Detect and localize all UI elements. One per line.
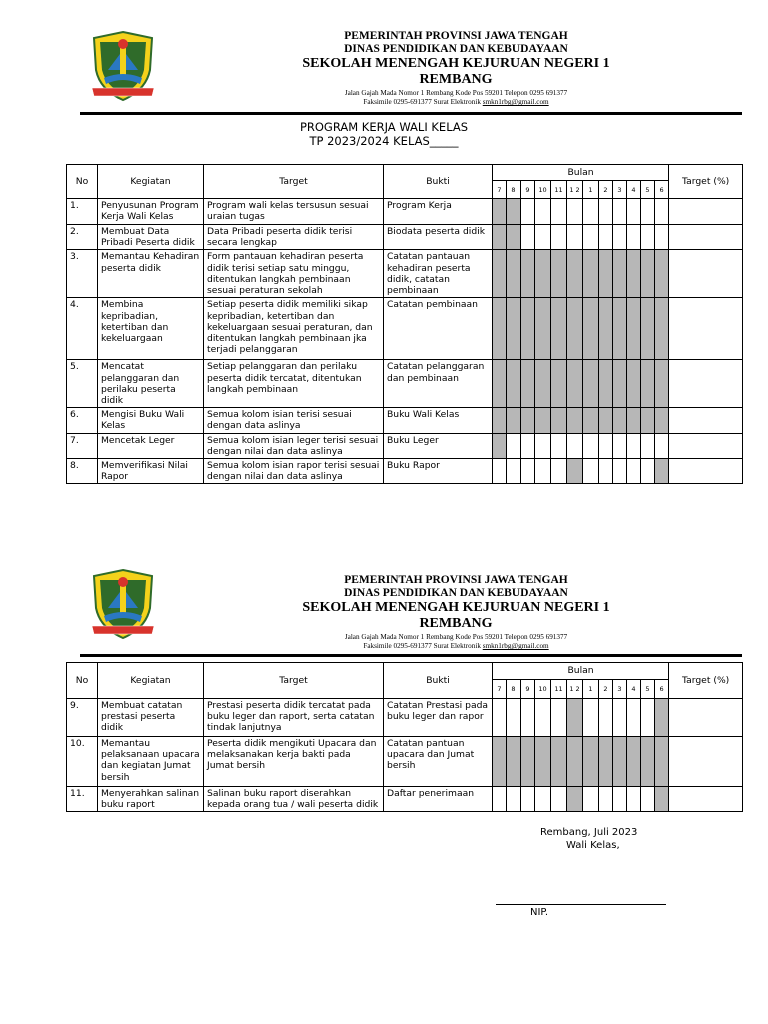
school-city: REMBANG bbox=[419, 71, 493, 87]
month-cell bbox=[655, 433, 669, 458]
government-name: PEMERINTAH PROVINSI JAWA TENGAH bbox=[344, 574, 568, 586]
header-month-10: 5 bbox=[641, 181, 655, 199]
month-cell bbox=[521, 787, 535, 812]
month-cell-scheduled bbox=[507, 225, 521, 250]
month-cell bbox=[493, 699, 507, 737]
header-month-2: 9 bbox=[521, 181, 535, 199]
header-kegiatan: Kegiatan bbox=[98, 663, 204, 699]
header-bulan: Bulan bbox=[493, 165, 669, 181]
header-month-6: 1 bbox=[583, 680, 599, 699]
table-row bbox=[67, 360, 743, 408]
cell-bukti: Catatan pantauan kehadiran peserta didik, catatan pembinaan bbox=[384, 250, 493, 298]
month-cell bbox=[551, 199, 567, 225]
header-month-0: 7 bbox=[493, 181, 507, 199]
month-cell-scheduled bbox=[507, 737, 521, 787]
cell-kegiatan: Mencetak Leger bbox=[98, 433, 204, 458]
header-month-5: 1 2 bbox=[567, 181, 583, 199]
month-cell-scheduled bbox=[583, 408, 599, 433]
month-cell-scheduled bbox=[567, 360, 583, 408]
month-cell bbox=[521, 433, 535, 458]
month-cell bbox=[613, 459, 627, 484]
month-cell bbox=[551, 787, 567, 812]
cell-no: 7. bbox=[67, 433, 98, 458]
month-cell-scheduled bbox=[551, 737, 567, 787]
month-cell bbox=[613, 225, 627, 250]
month-cell-scheduled bbox=[567, 737, 583, 787]
month-cell-scheduled bbox=[551, 360, 567, 408]
month-cell bbox=[535, 699, 551, 737]
letterhead-2 bbox=[66, 568, 742, 650]
month-cell-scheduled bbox=[641, 298, 655, 360]
header-month-11: 6 bbox=[655, 181, 669, 199]
month-cell bbox=[535, 225, 551, 250]
cell-target-pct bbox=[669, 459, 743, 484]
month-cell bbox=[507, 787, 521, 812]
month-cell-scheduled bbox=[507, 360, 521, 408]
cell-kegiatan: Menyerahkan salinan buku raport bbox=[98, 787, 204, 812]
table-row bbox=[67, 298, 743, 360]
header-month-8: 3 bbox=[613, 181, 627, 199]
coat-of-arms-icon bbox=[90, 30, 156, 102]
header-target-pct: Target (%) bbox=[669, 165, 743, 199]
cell-target: Data Pribadi peserta didik terisi secara lengkap bbox=[204, 225, 384, 250]
month-cell-scheduled bbox=[521, 737, 535, 787]
school-name: SEKOLAH MENENGAH KEJURUAN NEGERI 1 bbox=[302, 600, 610, 616]
table-row bbox=[67, 699, 743, 737]
month-cell-scheduled bbox=[535, 250, 551, 298]
cell-bukti: Biodata peserta didik bbox=[384, 225, 493, 250]
month-cell-scheduled bbox=[493, 250, 507, 298]
month-cell-scheduled bbox=[655, 787, 669, 812]
header-month-10: 5 bbox=[641, 680, 655, 699]
cell-target-pct bbox=[669, 360, 743, 408]
sign-place-date: Rembang, Juli 2023 bbox=[540, 827, 638, 838]
coat-of-arms-icon bbox=[90, 568, 156, 640]
header-month-11: 6 bbox=[655, 680, 669, 699]
program-title bbox=[0, 120, 768, 148]
month-cell bbox=[521, 199, 535, 225]
month-cell bbox=[493, 787, 507, 812]
month-cell bbox=[627, 433, 641, 458]
cell-no: 5. bbox=[67, 360, 98, 408]
month-cell bbox=[641, 459, 655, 484]
month-cell-scheduled bbox=[535, 737, 551, 787]
header-bukti: Bukti bbox=[384, 663, 493, 699]
cell-target-pct bbox=[669, 737, 743, 787]
header-month-1: 8 bbox=[507, 680, 521, 699]
header-month-5: 1 2 bbox=[567, 680, 583, 699]
government-name: PEMERINTAH PROVINSI JAWA TENGAH bbox=[344, 30, 568, 42]
cell-bukti: Catatan pantuan upacara dan Jumat bersih bbox=[384, 737, 493, 787]
month-cell-scheduled bbox=[567, 250, 583, 298]
school-address: Jalan Gajah Mada Nomor 1 Rembang Kode Pos 59201 Telepon 0295 691377 bbox=[344, 89, 568, 98]
month-cell-scheduled bbox=[507, 199, 521, 225]
month-cell bbox=[641, 199, 655, 225]
month-cell-scheduled bbox=[641, 408, 655, 433]
cell-no: 9. bbox=[67, 699, 98, 737]
month-cell-scheduled bbox=[627, 360, 641, 408]
month-cell-scheduled bbox=[655, 360, 669, 408]
month-cell-scheduled bbox=[535, 298, 551, 360]
month-cell bbox=[535, 787, 551, 812]
month-cell-scheduled bbox=[535, 408, 551, 433]
month-cell bbox=[627, 459, 641, 484]
table-row bbox=[67, 199, 743, 225]
header-month-3: 10 bbox=[535, 181, 551, 199]
program-table-2 bbox=[66, 662, 743, 812]
school-city: REMBANG bbox=[419, 615, 493, 631]
cell-no: 4. bbox=[67, 298, 98, 360]
header-no: No bbox=[67, 663, 98, 699]
month-cell-scheduled bbox=[641, 737, 655, 787]
header-month-7: 2 bbox=[599, 680, 613, 699]
header-month-7: 2 bbox=[599, 181, 613, 199]
letterhead-text bbox=[256, 574, 656, 651]
cell-bukti: Buku Rapor bbox=[384, 459, 493, 484]
cell-target: Semua kolom isian leger terisi sesuai dengan nilai dan data aslinya bbox=[204, 433, 384, 458]
cell-kegiatan: Mengisi Buku Wali Kelas bbox=[98, 408, 204, 433]
month-cell-scheduled bbox=[507, 298, 521, 360]
month-cell bbox=[583, 459, 599, 484]
month-cell bbox=[599, 199, 613, 225]
month-cell bbox=[627, 199, 641, 225]
month-cell bbox=[627, 699, 641, 737]
month-cell bbox=[655, 225, 669, 250]
cell-target-pct bbox=[669, 699, 743, 737]
month-cell bbox=[613, 199, 627, 225]
month-cell bbox=[583, 433, 599, 458]
month-cell-scheduled bbox=[613, 737, 627, 787]
month-cell-scheduled bbox=[627, 298, 641, 360]
month-cell bbox=[655, 199, 669, 225]
month-cell bbox=[641, 433, 655, 458]
table-row bbox=[67, 433, 743, 458]
month-cell bbox=[521, 699, 535, 737]
cell-kegiatan: Membuat Data Pribadi Peserta didik bbox=[98, 225, 204, 250]
letterhead-text bbox=[256, 30, 656, 107]
cell-bukti: Buku Wali Kelas bbox=[384, 408, 493, 433]
month-cell bbox=[583, 787, 599, 812]
month-cell bbox=[599, 225, 613, 250]
header-month-1: 8 bbox=[507, 181, 521, 199]
month-cell-scheduled bbox=[567, 459, 583, 484]
month-cell-scheduled bbox=[641, 250, 655, 298]
signature-line bbox=[496, 904, 666, 905]
month-cell-scheduled bbox=[655, 250, 669, 298]
cell-kegiatan: Memantau pelaksanaan upacara dan kegiatan Jumat bersih bbox=[98, 737, 204, 787]
month-cell-scheduled bbox=[655, 699, 669, 737]
cell-bukti: Program Kerja bbox=[384, 199, 493, 225]
month-cell bbox=[551, 459, 567, 484]
month-cell bbox=[627, 787, 641, 812]
cell-no: 10. bbox=[67, 737, 98, 787]
cell-target-pct bbox=[669, 787, 743, 812]
header-target-pct: Target (%) bbox=[669, 663, 743, 699]
month-cell-scheduled bbox=[599, 298, 613, 360]
cell-kegiatan: Penyusunan Program Kerja Wali Kelas bbox=[98, 199, 204, 225]
month-cell bbox=[627, 225, 641, 250]
month-cell bbox=[583, 199, 599, 225]
cell-target: Semua kolom isian rapor terisi sesuai dengan nilai dan data aslinya bbox=[204, 459, 384, 484]
cell-kegiatan: Memverifikasi Nilai Rapor bbox=[98, 459, 204, 484]
month-cell bbox=[567, 199, 583, 225]
month-cell bbox=[613, 699, 627, 737]
cell-no: 3. bbox=[67, 250, 98, 298]
month-cell bbox=[599, 433, 613, 458]
month-cell-scheduled bbox=[613, 298, 627, 360]
cell-kegiatan: Mencatat pelanggaran dan perilaku peserta didik bbox=[98, 360, 204, 408]
school-address: Jalan Gajah Mada Nomor 1 Rembang Kode Pos 59201 Telepon 0295 691377 bbox=[344, 633, 568, 642]
month-cell bbox=[507, 699, 521, 737]
cell-target: Program wali kelas tersusun sesuai uraian tugas bbox=[204, 199, 384, 225]
month-cell bbox=[521, 459, 535, 484]
month-cell-scheduled bbox=[655, 298, 669, 360]
month-cell bbox=[551, 699, 567, 737]
letterhead-rule bbox=[80, 654, 742, 657]
month-cell-scheduled bbox=[627, 408, 641, 433]
month-cell-scheduled bbox=[613, 408, 627, 433]
header-target: Target bbox=[204, 663, 384, 699]
table-row bbox=[67, 250, 743, 298]
cell-no: 1. bbox=[67, 199, 98, 225]
sign-role: Wali Kelas, bbox=[566, 840, 620, 851]
cell-target: Semua kolom isian terisi sesuai dengan data aslinya bbox=[204, 408, 384, 433]
cell-target: Prestasi peserta didik tercatat pada buku leger dan raport, serta catatan tindak lanjutnya bbox=[204, 699, 384, 737]
month-cell-scheduled bbox=[627, 250, 641, 298]
table-row bbox=[67, 408, 743, 433]
month-cell-scheduled bbox=[599, 250, 613, 298]
cell-kegiatan: Membuat catatan prestasi peserta didik bbox=[98, 699, 204, 737]
program-title-line1: PROGRAM KERJA WALI KELAS bbox=[299, 120, 469, 134]
month-cell-scheduled bbox=[535, 360, 551, 408]
header-bukti: Bukti bbox=[384, 165, 493, 199]
month-cell bbox=[641, 787, 655, 812]
cell-bukti: Daftar penerimaan bbox=[384, 787, 493, 812]
cell-target: Setiap pelanggaran dan perilaku peserta didik tercatat, ditentukan langkah pembinaan bbox=[204, 360, 384, 408]
month-cell bbox=[583, 699, 599, 737]
month-cell bbox=[551, 433, 567, 458]
month-cell-scheduled bbox=[613, 360, 627, 408]
month-cell bbox=[507, 459, 521, 484]
month-cell-scheduled bbox=[493, 199, 507, 225]
department-name: DINAS PENDIDIKAN DAN KEBUDAYAAN bbox=[344, 586, 568, 599]
month-cell-scheduled bbox=[583, 250, 599, 298]
month-cell-scheduled bbox=[613, 250, 627, 298]
email-link[interactable]: smkn1rbg@gmail.com bbox=[482, 98, 549, 107]
header-kegiatan: Kegiatan bbox=[98, 165, 204, 199]
header-month-2: 9 bbox=[521, 680, 535, 699]
month-cell bbox=[493, 459, 507, 484]
header-no: No bbox=[67, 165, 98, 199]
month-cell-scheduled bbox=[655, 459, 669, 484]
month-cell bbox=[567, 225, 583, 250]
header-month-9: 4 bbox=[627, 680, 641, 699]
month-cell-scheduled bbox=[567, 787, 583, 812]
cell-no: 8. bbox=[67, 459, 98, 484]
table-row bbox=[67, 459, 743, 484]
month-cell bbox=[599, 787, 613, 812]
school-name: SEKOLAH MENENGAH KEJURUAN NEGERI 1 bbox=[302, 56, 610, 72]
letterhead-1 bbox=[66, 30, 742, 112]
cell-target-pct bbox=[669, 199, 743, 225]
month-cell-scheduled bbox=[627, 737, 641, 787]
month-cell-scheduled bbox=[655, 737, 669, 787]
month-cell-scheduled bbox=[567, 699, 583, 737]
header-month-6: 1 bbox=[583, 181, 599, 199]
month-cell bbox=[507, 433, 521, 458]
cell-target: Salinan buku raport diserahkan kepada orang tua / wali peserta didik bbox=[204, 787, 384, 812]
month-cell bbox=[551, 225, 567, 250]
cell-kegiatan: Memantau Kehadiran peserta didik bbox=[98, 250, 204, 298]
sign-nip: NIP. bbox=[530, 907, 549, 918]
cell-target-pct bbox=[669, 250, 743, 298]
cell-target-pct bbox=[669, 433, 743, 458]
cell-bukti: Catatan pelanggaran dan pembinaan bbox=[384, 360, 493, 408]
month-cell bbox=[535, 433, 551, 458]
month-cell-scheduled bbox=[551, 408, 567, 433]
month-cell bbox=[613, 787, 627, 812]
department-name: DINAS PENDIDIKAN DAN KEBUDAYAAN bbox=[344, 42, 568, 55]
month-cell bbox=[641, 699, 655, 737]
header-month-9: 4 bbox=[627, 181, 641, 199]
table-row bbox=[67, 737, 743, 787]
cell-target-pct bbox=[669, 408, 743, 433]
month-cell-scheduled bbox=[655, 408, 669, 433]
month-cell-scheduled bbox=[493, 225, 507, 250]
month-cell bbox=[521, 225, 535, 250]
school-contact: Faksimile 0295-691377 Surat Elektronik smkn1rbg@gmail.com bbox=[363, 642, 549, 651]
cell-kegiatan: Membina kepribadian, ketertiban dan kekeluargaan bbox=[98, 298, 204, 360]
cell-no: 2. bbox=[67, 225, 98, 250]
month-cell bbox=[641, 225, 655, 250]
header-month-3: 10 bbox=[535, 680, 551, 699]
cell-target-pct bbox=[669, 225, 743, 250]
month-cell bbox=[613, 433, 627, 458]
month-cell-scheduled bbox=[507, 250, 521, 298]
month-cell-scheduled bbox=[521, 360, 535, 408]
cell-no: 11. bbox=[67, 787, 98, 812]
month-cell-scheduled bbox=[567, 408, 583, 433]
month-cell-scheduled bbox=[599, 360, 613, 408]
month-cell-scheduled bbox=[551, 298, 567, 360]
month-cell bbox=[583, 225, 599, 250]
month-cell bbox=[567, 433, 583, 458]
cell-target: Peserta didik mengikuti Upacara dan melaksanakan kerja bakti pada Jumat bersih bbox=[204, 737, 384, 787]
program-table-1 bbox=[66, 164, 743, 484]
cell-bukti: Catatan pembinaan bbox=[384, 298, 493, 360]
month-cell-scheduled bbox=[583, 360, 599, 408]
email-link[interactable]: smkn1rbg@gmail.com bbox=[482, 642, 549, 651]
month-cell-scheduled bbox=[641, 360, 655, 408]
month-cell bbox=[599, 699, 613, 737]
month-cell-scheduled bbox=[521, 408, 535, 433]
cell-bukti: Buku Leger bbox=[384, 433, 493, 458]
header-month-8: 3 bbox=[613, 680, 627, 699]
header-month-0: 7 bbox=[493, 680, 507, 699]
month-cell-scheduled bbox=[551, 250, 567, 298]
header-month-4: 11 bbox=[551, 680, 567, 699]
table-row bbox=[67, 787, 743, 812]
cell-bukti: Catatan Prestasi pada buku leger dan rapor bbox=[384, 699, 493, 737]
cell-no: 6. bbox=[67, 408, 98, 433]
header-month-4: 11 bbox=[551, 181, 567, 199]
month-cell bbox=[535, 459, 551, 484]
cell-target: Form pantauan kehadiran peserta didik terisi setiap satu minggu, ditentukan langkah pembinaan sesuai peraturan sekolah bbox=[204, 250, 384, 298]
header-target: Target bbox=[204, 165, 384, 199]
month-cell-scheduled bbox=[493, 737, 507, 787]
month-cell-scheduled bbox=[521, 250, 535, 298]
month-cell-scheduled bbox=[493, 433, 507, 458]
letterhead-rule bbox=[80, 112, 742, 115]
month-cell-scheduled bbox=[567, 298, 583, 360]
month-cell-scheduled bbox=[507, 408, 521, 433]
program-title-line2: TP 2023/2024 KELAS_____ bbox=[309, 134, 459, 148]
month-cell bbox=[535, 199, 551, 225]
month-cell-scheduled bbox=[521, 298, 535, 360]
month-cell-scheduled bbox=[493, 298, 507, 360]
month-cell-scheduled bbox=[599, 408, 613, 433]
month-cell bbox=[599, 459, 613, 484]
header-bulan: Bulan bbox=[493, 663, 669, 680]
school-contact: Faksimile 0295-691377 Surat Elektronik smkn1rbg@gmail.com bbox=[363, 98, 549, 107]
month-cell-scheduled bbox=[599, 737, 613, 787]
cell-target: Setiap peserta didik memiliki sikap kepribadian, ketertiban dan kekeluargaan sesuai peraturan, dan ditentukan langkah pembinaan jka terjadi pelanggaran bbox=[204, 298, 384, 360]
month-cell-scheduled bbox=[583, 737, 599, 787]
cell-target-pct bbox=[669, 298, 743, 360]
table-row bbox=[67, 225, 743, 250]
month-cell-scheduled bbox=[493, 360, 507, 408]
month-cell-scheduled bbox=[493, 408, 507, 433]
month-cell-scheduled bbox=[583, 298, 599, 360]
